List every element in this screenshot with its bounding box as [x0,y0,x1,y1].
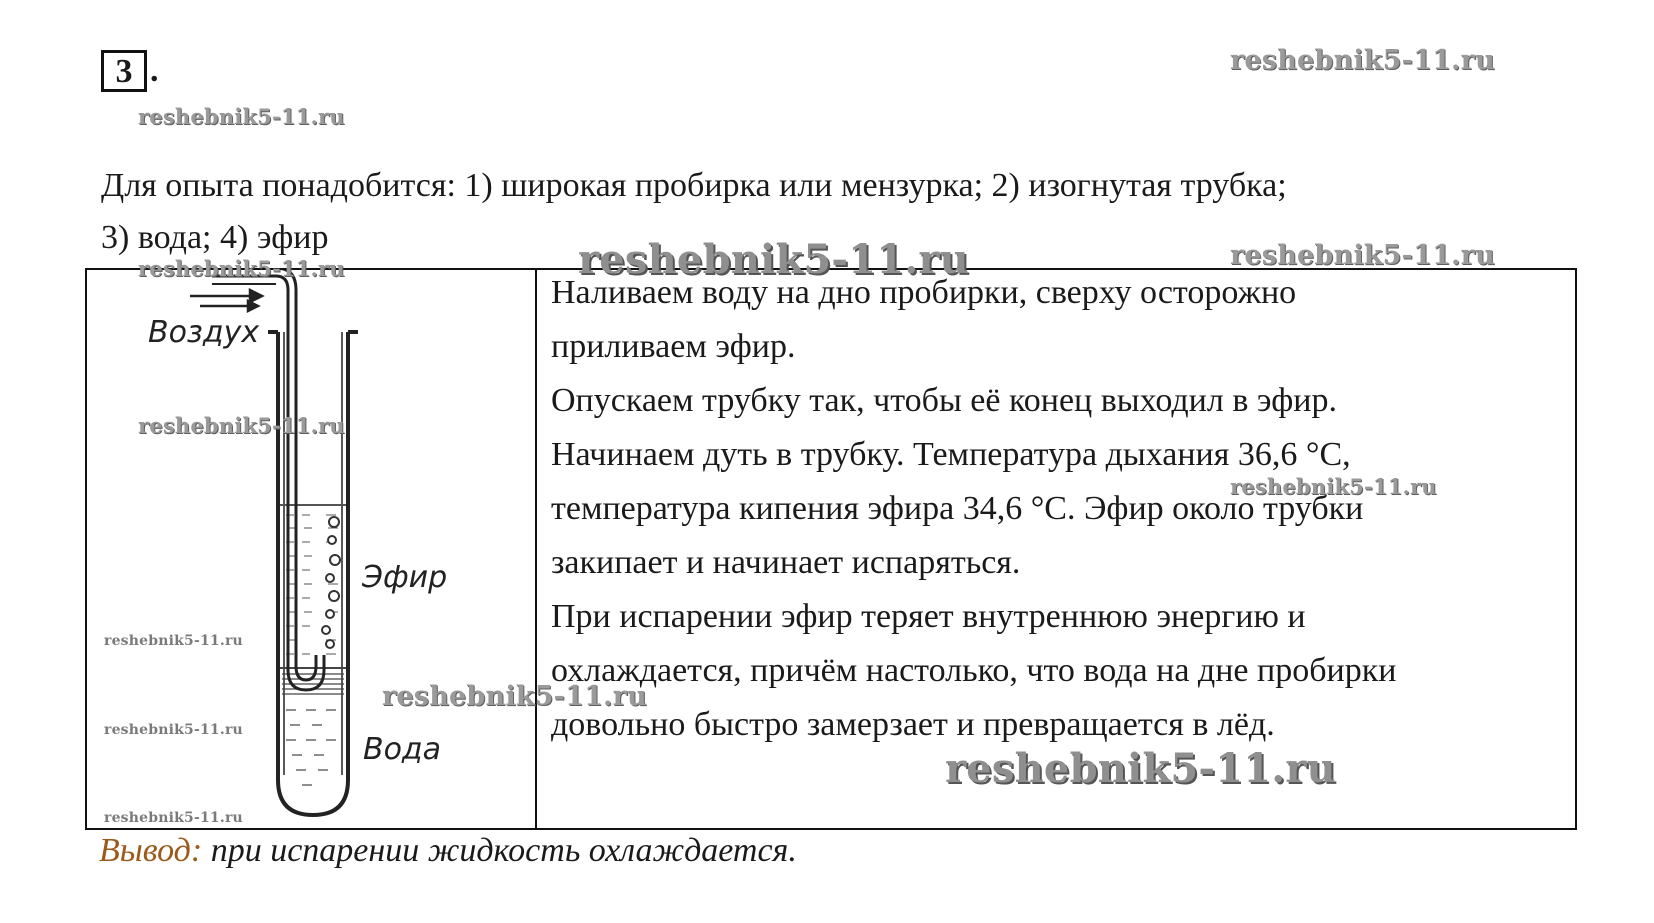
conclusion-text: при испарении жидкость охлаждается. [202,832,797,869]
watermark-top-left: reshebnik5-11.ru [138,104,345,129]
watermark-figure-bottom: reshebnik5-11.ru [382,681,647,712]
description-line: температура кипения эфира 34,6 °С. Эфир около трубки [551,490,1364,527]
ether-bubbles [322,517,340,648]
watermark-bottom: reshebnik5-11.ru [945,745,1336,792]
conclusion [99,832,797,870]
task-number: 3 [101,50,147,92]
watermark-top-right: reshebnik5-11.ru [1230,45,1495,76]
description-line: довольно быстро замерзает и превращается в лёд. [551,706,1275,743]
watermark-right-mid: reshebnik5-11.ru [1230,240,1495,271]
description-line: Начинаем дуть в трубку. Температура дыхания 36,6 °С, [551,436,1351,473]
test-tube-figure [130,270,490,825]
watermark-figure-small-1: reshebnik5-11.ru [104,633,243,649]
table-column-divider [535,268,537,830]
watermark-figure-small-3: reshebnik5-11.ru [104,810,243,826]
watermark-figure-mid: reshebnik5-11.ru [138,413,345,438]
conclusion-label: Вывод: [99,832,203,869]
task-number-dot: . [150,52,159,89]
air-arrows [190,290,262,311]
description-line: При испарении эфир теряет внутреннюю энергию и [551,598,1306,635]
label-ether: Эфир [362,560,448,595]
description-line: охлаждается, причём настолько, что вода на дне пробирки [551,652,1397,689]
description-line: Опускаем трубку так, чтобы её конец выходил в эфир. [551,382,1338,419]
experiment-description [551,266,1561,752]
label-air: Воздух [148,315,260,350]
watermark-figure-top: reshebnik5-11.ru [138,256,345,281]
watermark-figure-small-2: reshebnik5-11.ru [104,722,243,738]
water-layer [280,668,346,785]
watermark-text-mid: reshebnik5-11.ru [1230,474,1437,499]
intro-line-2: 3) вода; 4) эфир [101,219,329,256]
intro-line-1: Для опыта понадобится: 1) широкая пробирка или мензурка; 2) изогнутая трубка; [101,167,1287,204]
label-water: Вода [363,732,442,767]
watermark-center: reshebnik5-11.ru [578,236,969,283]
description-line: приливаем эфир. [551,328,796,365]
description-line: закипает и начинает испаряться. [551,544,1021,581]
outer-test-tube [268,332,358,815]
description-line: Наливаем воду на дно пробирки, сверху осторожно [551,274,1297,311]
